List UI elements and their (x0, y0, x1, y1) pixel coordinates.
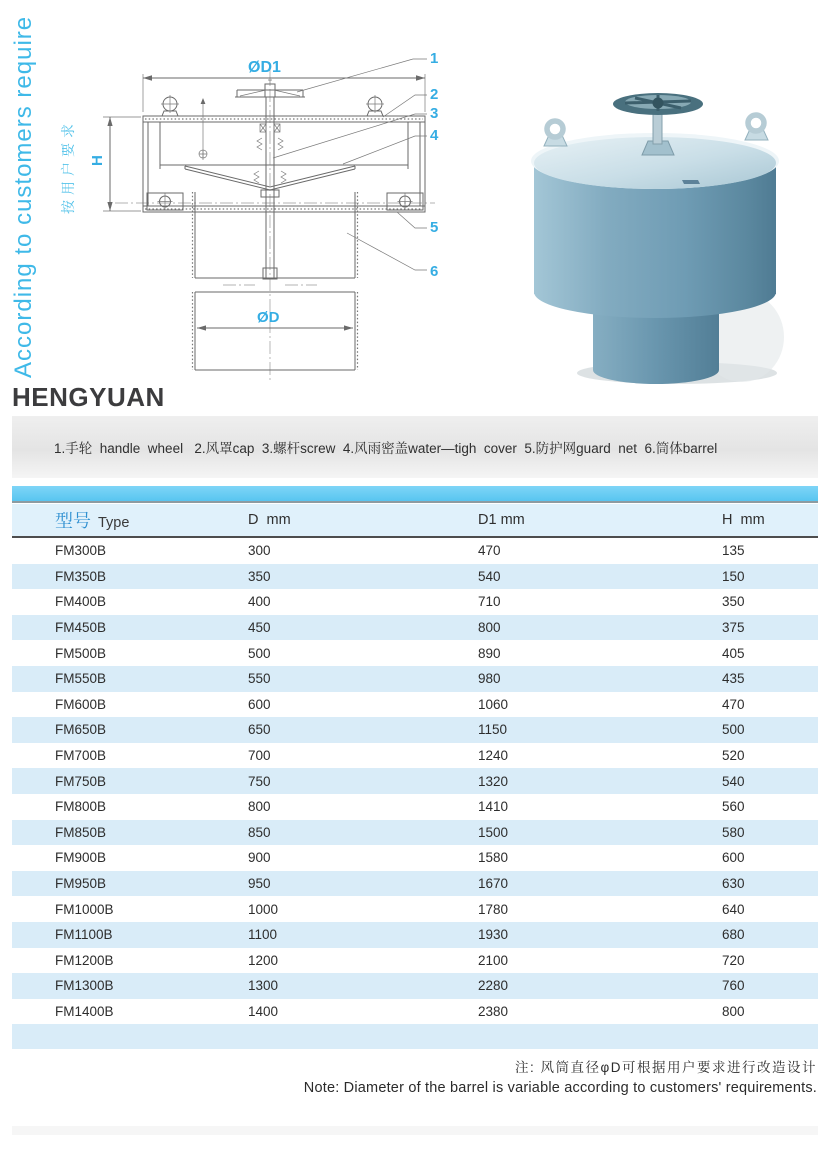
header-type (12, 507, 248, 533)
cell-d: 1100 (248, 927, 278, 943)
footer-strip (12, 1126, 818, 1135)
cell-h: 135 (722, 543, 745, 559)
cell-d: 900 (248, 850, 271, 866)
brand-title: HENGYUAN (12, 382, 818, 417)
cell-d1: 1240 (478, 748, 509, 764)
cell-d1: 1930 (478, 927, 509, 943)
cell-h: 720 (722, 952, 745, 968)
table-footer-band (12, 1024, 818, 1049)
cell-d: 750 (248, 773, 271, 789)
cell-d: 300 (248, 543, 271, 559)
cell-h: 540 (722, 773, 745, 789)
table-row (12, 768, 818, 794)
cell-type: FM650B (55, 722, 107, 738)
cell-type: FM1400B (55, 1003, 114, 1019)
cell-h: 680 (722, 927, 745, 943)
header-d1: D1 mm (478, 512, 525, 528)
cell-type: FM850B (55, 824, 107, 840)
cell-d1: 710 (478, 594, 501, 610)
table-row (12, 692, 818, 718)
cell-h: 470 (722, 696, 745, 712)
cell-h: 630 (722, 876, 745, 892)
spec-table (12, 486, 818, 1049)
lifting-lug-left (161, 95, 179, 116)
header-type-en: Type (98, 515, 130, 531)
product-photo (492, 42, 827, 392)
table-row (12, 845, 818, 871)
cell-type: FM900B (55, 850, 107, 866)
cell-d: 350 (248, 568, 271, 584)
ventilation-cap-photo (492, 42, 827, 392)
cell-h: 560 (722, 799, 745, 815)
cell-d: 950 (248, 876, 271, 892)
photo-lug-left (544, 121, 567, 146)
note-zh: 注: 风筒直径φD可根据用户要求进行改造设计 (514, 1060, 817, 1075)
table-row (12, 538, 818, 564)
water-tight-cover (160, 161, 408, 197)
table-row (12, 973, 818, 999)
table-row (12, 871, 818, 897)
callout-2: 2 (430, 86, 439, 103)
cell-h: 640 (722, 901, 745, 917)
cell-d1: 890 (478, 645, 501, 661)
table-row (12, 794, 818, 820)
table-row (12, 922, 818, 948)
cell-h: 760 (722, 978, 745, 994)
cell-h: 600 (722, 850, 745, 866)
photo-lug-right (745, 115, 768, 140)
callout-6: 6 (430, 263, 439, 280)
inner-rod (199, 98, 207, 160)
cell-h: 580 (722, 824, 745, 840)
note-en: Note: Diameter of the barrel is variable according to customers' requirements. (303, 1080, 817, 1096)
table-row (12, 564, 818, 590)
header-type-zh: 型号 (55, 511, 91, 531)
parts-legend-band (12, 416, 818, 478)
table-accent-bar (12, 486, 818, 503)
side-slogan-zh: 按用户要求 (60, 119, 76, 214)
table-row (12, 717, 818, 743)
cell-type: FM950B (55, 876, 107, 892)
header-h: H mm (722, 512, 765, 528)
cell-d1: 1500 (478, 824, 509, 840)
cell-d1: 1320 (478, 773, 509, 789)
side-slogan-en: According to customers require (10, 15, 37, 378)
cell-h: 520 (722, 748, 745, 764)
technical-drawing (85, 40, 465, 388)
photo-drum (531, 133, 779, 318)
cell-d: 1300 (248, 978, 279, 994)
cell-d1: 1410 (478, 799, 509, 815)
cell-d: 400 (248, 594, 271, 610)
cell-h: 350 (722, 594, 745, 610)
cell-type: FM550B (55, 671, 107, 687)
barrel (193, 192, 358, 370)
cell-d1: 540 (478, 568, 501, 584)
table-row (12, 999, 818, 1025)
cell-type: FM450B (55, 620, 107, 636)
table-row (12, 896, 818, 922)
cell-h: 500 (722, 722, 745, 738)
dim-label-d1: ØD1 (248, 59, 281, 76)
dim-label-d: ØD (257, 309, 280, 326)
cell-type: FM700B (55, 748, 107, 764)
photo-latch-detail (682, 180, 700, 184)
cell-type: FM800B (55, 799, 107, 815)
mounting-bracket-right (387, 193, 423, 210)
notes (304, 1056, 817, 1096)
dim-label-h: H (89, 155, 106, 166)
cell-d1: 470 (478, 543, 501, 559)
ventilation-cap-section-drawing (85, 40, 465, 388)
cell-type: FM300B (55, 543, 107, 559)
cell-h: 800 (722, 1003, 745, 1019)
cell-d1: 2380 (478, 1003, 509, 1019)
cell-d: 1400 (248, 1003, 279, 1019)
table-row (12, 589, 818, 615)
cell-d: 800 (248, 799, 271, 815)
cell-d: 850 (248, 824, 271, 840)
cell-h: 375 (722, 620, 745, 636)
mounting-bracket-left (147, 193, 183, 210)
cell-type: FM350B (55, 568, 107, 584)
table-row (12, 666, 818, 692)
cell-h: 405 (722, 645, 745, 661)
cell-d: 1000 (248, 901, 279, 917)
cell-type: FM750B (55, 773, 107, 789)
cell-d1: 800 (478, 620, 501, 636)
callout-3: 3 (430, 105, 439, 122)
callout-5: 5 (430, 219, 439, 236)
callout-1: 1 (430, 50, 439, 67)
cell-d: 600 (248, 696, 271, 712)
cell-d: 700 (248, 748, 271, 764)
cell-d1: 980 (478, 671, 501, 687)
cell-type: FM1100B (55, 927, 113, 943)
cell-d: 450 (248, 620, 271, 636)
cell-d: 550 (248, 671, 271, 687)
table-row (12, 948, 818, 974)
cell-d1: 2280 (478, 978, 509, 994)
table-row (12, 640, 818, 666)
lifting-lug-right (366, 95, 384, 116)
cell-d: 1200 (248, 952, 279, 968)
table-row (12, 743, 818, 769)
cell-d: 500 (248, 645, 271, 661)
callout-4: 4 (430, 127, 439, 144)
table-header-row (12, 504, 818, 538)
cell-type: FM600B (55, 696, 107, 712)
parts-legend: 1.手轮 handle wheel 2.风罩cap 3.螺杆screw 4.风雨密盖water—tigh cover 5.防护网guard net 6.筒体barrel (54, 441, 718, 456)
header-d: D mm (248, 512, 291, 528)
cell-type: FM1200B (55, 952, 114, 968)
cell-type: FM1000B (55, 901, 114, 917)
cell-h: 150 (722, 568, 745, 584)
cell-d1: 1060 (478, 696, 509, 712)
cell-h: 435 (722, 671, 745, 687)
cell-d1: 1670 (478, 876, 509, 892)
cell-d1: 1150 (478, 722, 508, 738)
table-row (12, 615, 818, 641)
cell-d: 650 (248, 722, 271, 738)
cell-d1: 2100 (478, 952, 509, 968)
table-row (12, 820, 818, 846)
cell-type: FM500B (55, 645, 107, 661)
cell-d1: 1780 (478, 901, 509, 917)
cell-type: FM400B (55, 594, 107, 610)
table-body (12, 538, 818, 1024)
cell-d1: 1580 (478, 850, 509, 866)
cell-type: FM1300B (55, 978, 114, 994)
